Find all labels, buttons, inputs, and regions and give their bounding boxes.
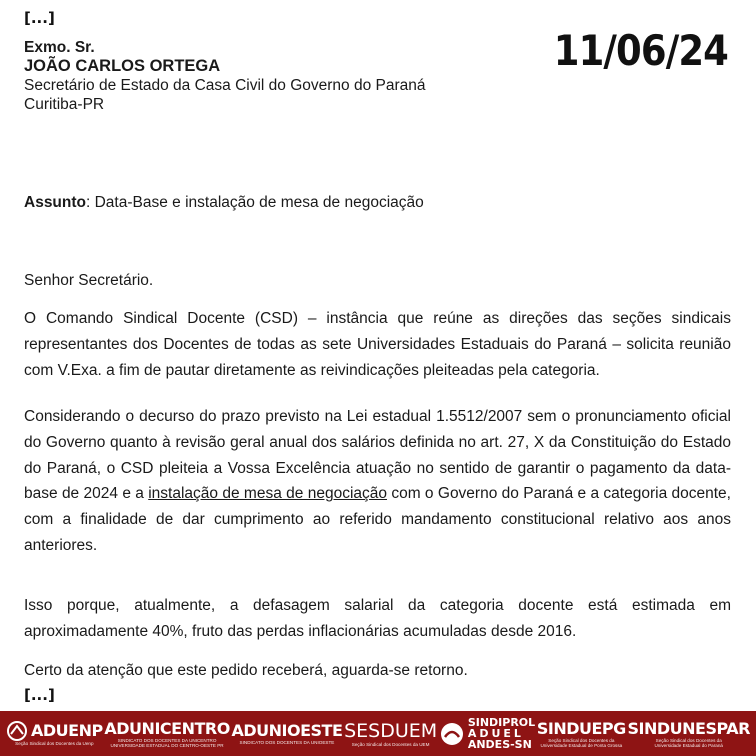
- date-stamp: 11/06/24: [553, 26, 728, 75]
- footer-logo-bar: [0, 711, 756, 756]
- logo-sinduepg: [537, 719, 626, 749]
- sindunespar-sub-2: Universidade Estadual do Paraná: [654, 743, 723, 748]
- sinduepg-sub-1: Seção Sindical dos Docentes da: [548, 737, 615, 743]
- adunicentro-sub-1: SINDICATO DOS DOCENTES DA UNICENTRO: [117, 737, 217, 743]
- ellipsis-top: [...]: [24, 9, 55, 27]
- addressee-name: JOÃO CARLOS ORTEGA: [24, 57, 221, 75]
- subject-line: [24, 194, 424, 212]
- logo-adunioeste: [231, 721, 342, 746]
- adunioeste-name: ADUNIOESTE: [231, 721, 343, 741]
- sindunespar-name: SINDUNESPAR: [627, 718, 750, 738]
- subject-label: Assunto: [24, 194, 86, 211]
- logo-sesduem: [344, 720, 437, 748]
- sinduepg-sub-2: Universidade Estadual de Ponta Grossa: [540, 743, 623, 748]
- ellipsis-bottom: [...]: [24, 686, 55, 704]
- paragraph-2-underlined: instalação de mesa de negociação: [148, 485, 387, 503]
- paragraph-2-start: Considerando o decurso do prazo previsto na Lei estadual 1.5512/2007 sem o pronunciamento oficial do Governo quanto à revisão geral anual dos salários definida no art. 27, X da Constituição do Estado do Paraná, o CSD pleiteia a Vossa Excelência atuação no sentido de garantir o pagamento da data-base de 2024 e a: [24, 408, 731, 503]
- logo-adunicentro: [104, 719, 229, 749]
- subject-text: : Data-Base e instalação de mesa de negociação: [86, 194, 424, 211]
- addressee-city: Curitiba-PR: [24, 96, 105, 113]
- aduenp-sub: Seção Sindical dos Docentes da Uenp: [15, 740, 94, 746]
- paragraph-2: [24, 404, 731, 559]
- sindiprol-line-1: SINDIPROL: [467, 716, 536, 729]
- salutation: Exmo. Sr.: [24, 39, 95, 56]
- paragraph-4: Certo da atenção que este pedido receberá, aguarda-se retorno.: [24, 662, 468, 679]
- logo-aduenp: [6, 721, 103, 747]
- aduenp-mark-icon: [6, 721, 28, 741]
- logo-sindiprol: [439, 717, 535, 750]
- paragraph-2-end: com o Governo do Paraná e a categoria docente, com a finalidade de dar cumprimento ao referido mandamento constitucional relativo aos anos anteriores.: [24, 485, 731, 554]
- addressee-block: [24, 38, 426, 114]
- sindunespar-sub-1: Seção Sindical dos Docentes da: [655, 737, 722, 743]
- aduenp-name: ADUENP: [31, 721, 103, 741]
- paragraph-3: Isso porque, atualmente, a defasagem salarial da categoria docente está estimada em aproximadamente 40%, fruto das perdas inflacionárias acumuladas desde 2016.: [24, 597, 731, 640]
- greeting: Senhor Secretário.: [24, 272, 154, 289]
- adunicentro-sub-2: UNIVERSIDADE ESTADUAL DO CENTRO-OESTE PR: [110, 743, 224, 748]
- sesduem-sub: Seção Sindical dos Docentes da UEM: [351, 741, 430, 747]
- paragraph-1: O Comando Sindical Docente (CSD) – instância que reúne as direções das seções sindicais representantes dos Docentes de todas as sete Universidades Estaduais do Paraná – solicita reunião com V.Exa. a fim de pautar diretamente as reivindicações pleiteadas pela categoria.: [24, 310, 731, 379]
- logo-sindunespar: [627, 719, 749, 749]
- sinduepg-name: SINDUEPG: [536, 718, 626, 738]
- sindiprol-line-3: ANDES-SN: [467, 738, 532, 751]
- adunioeste-sub: SINDICATO DOS DOCENTES DA UNIOESTE: [239, 740, 335, 746]
- adunicentro-name: ADUNICENTRO: [104, 718, 230, 738]
- sindiprol-line-2: ADUEL: [467, 727, 524, 740]
- sesduem-name: SESDUEM: [344, 719, 438, 742]
- sindiprol-mark-icon: [439, 721, 465, 747]
- addressee-title: Secretário de Estado da Casa Civil do Governo do Paraná: [24, 77, 426, 94]
